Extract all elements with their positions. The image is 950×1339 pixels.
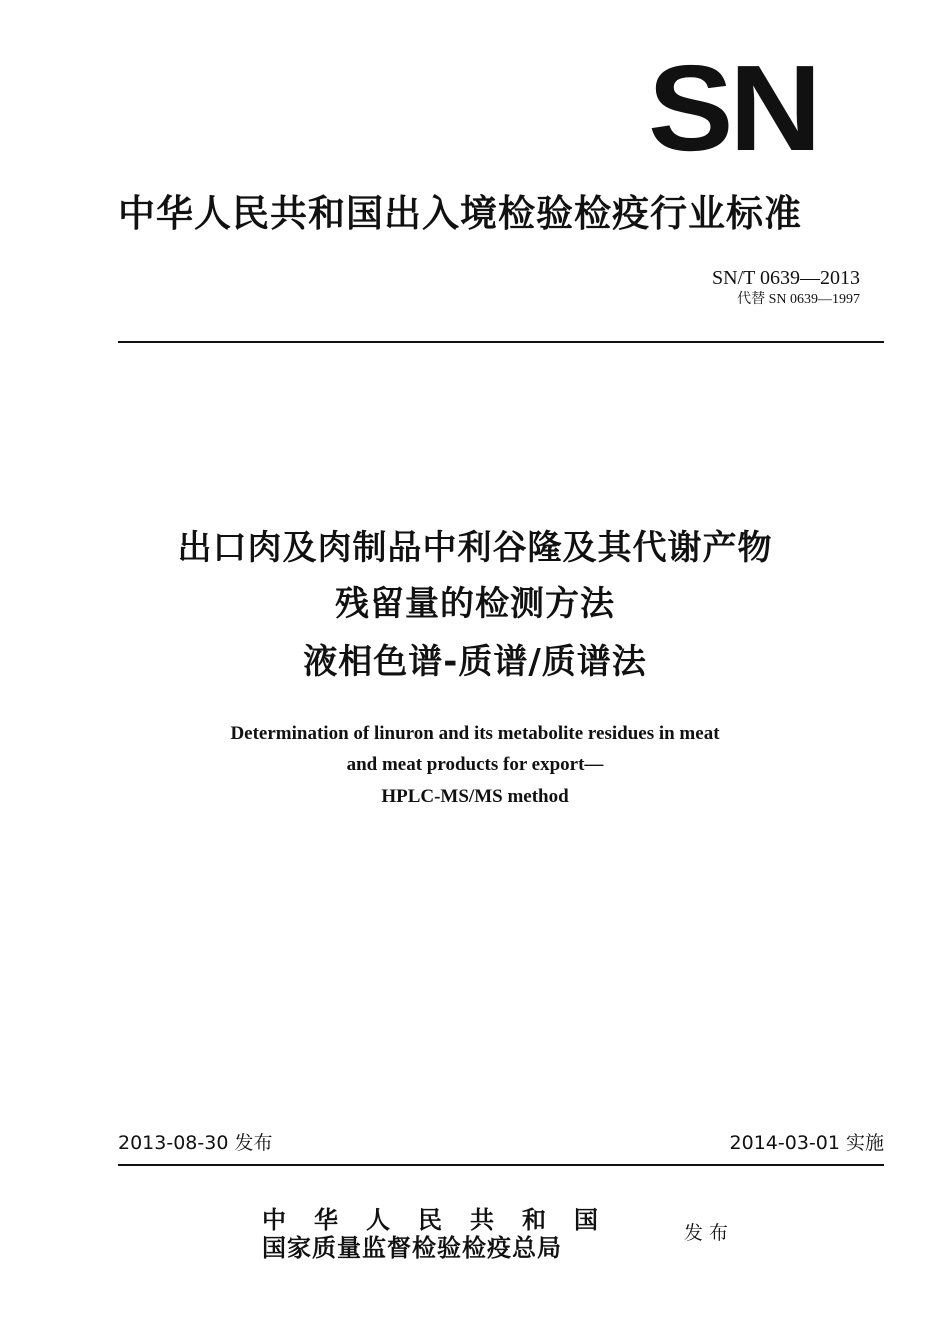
- standard-number: SN/T 0639—2013: [712, 267, 860, 289]
- en-title-line-3: HPLC-MS/MS method: [381, 786, 569, 807]
- zh-title-line-3: 液相色谱-质谱/质谱法: [303, 642, 647, 682]
- bottom-divider: [118, 1164, 884, 1166]
- implementation-date: 2014-03-01 实施: [729, 1132, 884, 1154]
- issuer-agency: 国家质量监督检验检疫总局: [262, 1233, 562, 1262]
- zh-title-line-1: 出口肉及肉制品中利谷隆及其代谢产物: [177, 528, 773, 568]
- replaces-standard: 代替 SN 0639—1997: [737, 292, 860, 307]
- sn-logo: SN: [648, 40, 818, 176]
- issue-date: 2013-08-30 发布: [118, 1132, 273, 1154]
- en-title-line-2: and meat products for export—: [346, 754, 604, 775]
- zh-title-line-2: 残留量的检测方法: [335, 584, 615, 624]
- issue-action-label: 发布: [684, 1222, 735, 1244]
- standard-category-title: 中华人民共和国出入境检验检疫行业标准: [118, 192, 802, 235]
- top-divider: [118, 341, 884, 343]
- en-title-line-1: Determination of linuron and its metabolite residues in meat: [230, 723, 720, 744]
- issuer-country: 中华人民共和国: [262, 1205, 626, 1234]
